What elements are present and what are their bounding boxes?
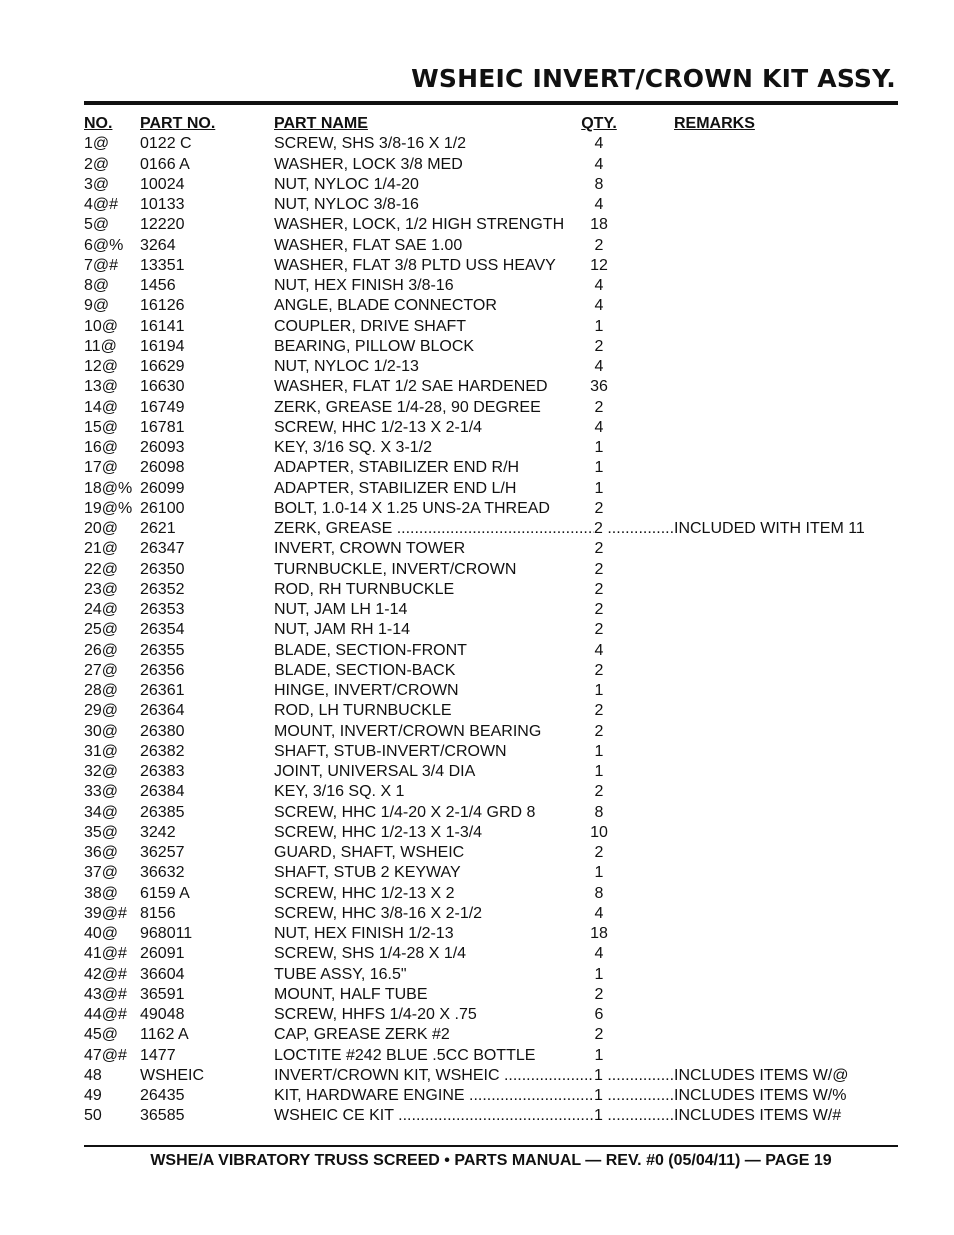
table-row <box>84 499 884 519</box>
table-row <box>84 1086 884 1106</box>
table-row <box>84 155 884 175</box>
cell-qty: 4 <box>594 358 604 375</box>
cell-part-name: TURNBUCKLE, INVERT/CROWN <box>274 560 517 578</box>
table-row <box>84 519 884 539</box>
cell-part-name: MOUNT, INVERT/CROWN BEARING <box>274 722 542 740</box>
cell-qty: 4 <box>594 135 604 153</box>
cell-part-no: 16749 <box>140 398 185 416</box>
header-qty: QTY. <box>581 115 617 132</box>
cell-qty: 2 <box>594 702 604 720</box>
table-row <box>84 560 884 580</box>
cell-part-no: 26354 <box>140 621 185 639</box>
cell-part-name: SCREW, HHC 1/2-13 X 2-1/4 <box>274 418 483 436</box>
cell-no: 23@ <box>84 580 119 598</box>
parts-table <box>84 114 884 1127</box>
cell-no: 48 <box>84 1066 102 1084</box>
cell-qty: 1 <box>594 459 604 477</box>
table-row <box>84 458 884 478</box>
table-row <box>84 661 884 681</box>
cell-part-no: WSHEIC <box>140 1066 204 1084</box>
cell-part-name: BLADE, SECTION-FRONT <box>274 641 467 659</box>
table-row <box>84 863 884 883</box>
cell-part-no: 26099 <box>140 479 185 497</box>
cell-qty: 4 <box>594 641 604 659</box>
cell-part-no: 26091 <box>140 945 185 963</box>
cell-part-no: 16629 <box>140 358 185 375</box>
cell-no: 32@ <box>84 763 119 780</box>
cell-part-no: 6159 A <box>140 884 190 902</box>
cell-part-name: CAP, GREASE ZERK #2 <box>274 1026 450 1044</box>
cell-part-no: 36585 <box>140 1107 185 1125</box>
cell-qty: 2 <box>594 985 604 1003</box>
cell-no: 40@ <box>84 925 119 942</box>
cell-part-no: 26347 <box>140 540 185 558</box>
cell-qty: 2 <box>594 783 604 801</box>
cell-remarks: INCLUDES ITEMS W/% <box>674 1087 847 1104</box>
cell-part-no: 26352 <box>140 580 185 598</box>
table-row <box>84 965 884 985</box>
cell-no: 33@ <box>84 783 119 801</box>
cell-no: 9@ <box>84 297 110 315</box>
cell-qty: 1 <box>594 742 604 760</box>
table-row <box>84 782 884 802</box>
table-row <box>84 1005 884 1025</box>
cell-qty: 8 <box>594 803 604 821</box>
cell-no: 21@ <box>84 540 119 558</box>
cell-part-name: SCREW, HHC 1/2-13 X 2 <box>274 884 455 902</box>
cell-qty: 1 <box>594 864 604 882</box>
cell-part-no: 10024 <box>140 175 185 193</box>
cell-part-name: LOCTITE #242 BLUE .5CC BOTTLE <box>274 1046 536 1064</box>
cell-no: 39@# <box>84 904 127 922</box>
cell-part-no: 13351 <box>140 256 185 274</box>
cell-part-no: 36257 <box>140 844 185 861</box>
cell-part-no: 8156 <box>140 904 176 922</box>
cell-no: 11@ <box>84 337 117 355</box>
table-row <box>84 438 884 458</box>
title-rule <box>84 101 898 105</box>
cell-no: 38@ <box>84 884 119 902</box>
cell-qty: 2 <box>594 1026 604 1044</box>
cell-qty: 2 <box>594 236 604 254</box>
cell-remarks: INCLUDES ITEMS W/# <box>674 1107 842 1125</box>
cell-part-no: 1162 A <box>140 1026 189 1044</box>
cell-part-no: 2621 <box>140 520 176 537</box>
cell-part-no: 49048 <box>140 1006 185 1023</box>
cell-part-name: WASHER, FLAT 3/8 PLTD USS HEAVY <box>274 256 556 274</box>
cell-part-name: MOUNT, HALF TUBE <box>274 985 428 1003</box>
cell-qty: 4 <box>594 904 604 922</box>
cell-part-name: ZERK, GREASE 1/4-28, 90 DEGREE <box>274 398 541 416</box>
cell-part-name: JOINT, UNIVERSAL 3/4 DIA <box>274 763 476 780</box>
cell-no: 3@ <box>84 175 110 193</box>
table-row <box>84 944 884 964</box>
cell-no: 16@ <box>84 439 119 456</box>
cell-qty: 1 <box>594 439 604 456</box>
cell-no: 4@# <box>84 196 119 213</box>
cell-part-no: 36632 <box>140 864 185 882</box>
cell-part-no: 3242 <box>140 823 176 841</box>
table-row <box>84 924 884 944</box>
table-row <box>84 418 884 438</box>
cell-part-name: KEY, 3/16 SQ. X 3-1/2 <box>274 439 433 456</box>
cell-qty: 2 <box>594 601 604 618</box>
table-body <box>84 134 884 1126</box>
cell-qty: 12 <box>590 256 608 274</box>
cell-qty: 1 <box>594 965 604 983</box>
cell-no: 13@ <box>84 378 119 396</box>
cell-part-name: SHAFT, STUB-INVERT/CROWN <box>274 742 507 760</box>
cell-part-name: COUPLER, DRIVE SHAFT <box>274 317 467 335</box>
cell-qty: 1 <box>594 317 604 335</box>
footer-rule <box>84 1145 898 1147</box>
table-row <box>84 722 884 742</box>
table-row <box>84 843 884 863</box>
table-row <box>84 701 884 721</box>
cell-qty: 4 <box>594 155 604 173</box>
cell-no: 1@ <box>84 135 110 153</box>
cell-qty: 4 <box>594 418 604 436</box>
cell-no: 14@ <box>84 398 119 416</box>
cell-part-no: 26100 <box>140 499 185 517</box>
cell-no: 20@ <box>84 520 119 537</box>
table-row <box>84 742 884 762</box>
cell-qty: 1 <box>594 1046 604 1064</box>
cell-no: 34@ <box>84 803 119 821</box>
cell-part-name: SCREW, HHC 1/4-20 X 2-1/4 GRD 8 <box>274 803 536 821</box>
header-part-name: PART NAME <box>274 115 368 132</box>
table-row <box>84 215 884 235</box>
cell-part-name: HINGE, INVERT/CROWN <box>274 682 459 699</box>
cell-part-no: 3264 <box>140 236 176 254</box>
table-row <box>84 823 884 843</box>
cell-part-no: 12220 <box>140 216 185 234</box>
cell-part-name: SCREW, HHFS 1/4-20 X .75 <box>274 1006 477 1023</box>
table-row <box>84 803 884 823</box>
cell-part-name: BLADE, SECTION-BACK <box>274 661 456 679</box>
cell-part-name: ROD, RH TURNBUCKLE <box>274 580 455 598</box>
cell-no: 22@ <box>84 560 119 578</box>
cell-part-name: NUT, JAM LH 1-14 <box>274 601 408 618</box>
cell-part-no: 26098 <box>140 459 185 477</box>
cell-qty: 8 <box>594 884 604 902</box>
cell-part-no: 26383 <box>140 763 185 780</box>
cell-qty: 1 <box>594 479 604 497</box>
cell-part-name: KIT, HARDWARE ENGINE ..... <box>274 1086 594 1106</box>
table-row <box>84 904 884 924</box>
table-row <box>84 1025 884 1045</box>
table-row <box>84 337 884 357</box>
header-part-no: PART NO. <box>140 115 216 132</box>
cell-part-no: 26382 <box>140 742 185 760</box>
cell-no: 8@ <box>84 277 110 294</box>
cell-part-name: INVERT, CROWN TOWER <box>274 540 466 558</box>
cell-part-no: 26093 <box>140 439 185 456</box>
cell-part-name: GUARD, SHAFT, WSHEIC <box>274 844 465 861</box>
cell-no: 28@ <box>84 682 119 699</box>
cell-no: 2@ <box>84 155 110 173</box>
table-row <box>84 479 884 499</box>
cell-qty: 10 <box>590 823 608 841</box>
table-row <box>84 1046 884 1066</box>
cell-qty: 6 <box>594 1006 604 1023</box>
cell-no: 26@ <box>84 641 119 659</box>
cell-qty: 1 ..... <box>594 1066 676 1086</box>
table-header <box>84 114 884 134</box>
cell-qty: 2 <box>594 621 604 639</box>
cell-no: 49 <box>84 1087 102 1104</box>
cell-qty: 2 <box>594 398 604 416</box>
cell-qty: 2 <box>594 560 604 578</box>
cell-part-name: ANGLE, BLADE CONNECTOR <box>274 297 497 315</box>
cell-part-name: NUT, NYLOC 1/2-13 <box>274 358 419 375</box>
cell-no: 45@ <box>84 1026 119 1044</box>
cell-no: 12@ <box>84 358 119 375</box>
page-footer: WSHE/A VIBRATORY TRUSS SCREED • PARTS MANUAL — REV. #0 (05/04/11) — PAGE 19 <box>150 1152 832 1169</box>
table-row <box>84 1066 884 1086</box>
cell-part-name: BEARING, PILLOW BLOCK <box>274 337 475 355</box>
table-row <box>84 317 884 337</box>
cell-no: 35@ <box>84 823 119 841</box>
cell-part-no: 0166 A <box>140 155 190 173</box>
cell-part-no: 16781 <box>140 418 185 436</box>
cell-remarks: INCLUDES ITEMS W/@ <box>674 1066 849 1084</box>
cell-part-name: WSHEIC CE KIT ..... <box>274 1106 594 1126</box>
cell-qty: 4 <box>594 196 604 213</box>
cell-qty: 2 <box>594 540 604 558</box>
table-row <box>84 539 884 559</box>
cell-part-name: NUT, JAM RH 1-14 <box>274 621 411 639</box>
cell-part-no: 16194 <box>140 337 185 355</box>
cell-no: 43@# <box>84 985 127 1003</box>
table-row <box>84 398 884 418</box>
table-row <box>84 641 884 661</box>
cell-part-name: ADAPTER, STABILIZER END L/H <box>274 479 517 497</box>
cell-no: 10@ <box>84 317 119 335</box>
table-row <box>84 762 884 782</box>
cell-no: 41@# <box>84 945 127 963</box>
cell-qty: 18 <box>590 216 608 234</box>
cell-qty: 2 <box>594 844 604 861</box>
table-row <box>84 620 884 640</box>
cell-part-no: 26364 <box>140 702 185 720</box>
table-row <box>84 357 884 377</box>
cell-no: 27@ <box>84 661 119 679</box>
cell-part-no: 26356 <box>140 661 185 679</box>
cell-part-no: 16126 <box>140 297 185 315</box>
header-no: NO. <box>84 115 113 132</box>
cell-qty: 2 <box>594 722 604 740</box>
cell-no: 47@# <box>84 1046 127 1064</box>
cell-no: 25@ <box>84 621 119 639</box>
cell-part-name: WASHER, LOCK, 1/2 HIGH STRENGTH <box>274 216 565 234</box>
cell-no: 31@ <box>84 742 119 760</box>
cell-part-name: ZERK, GREASE ..... <box>274 519 594 539</box>
cell-qty: 8 <box>594 175 604 193</box>
table-row <box>84 195 884 215</box>
table-row <box>84 134 884 154</box>
cell-part-no: 26380 <box>140 722 185 740</box>
cell-part-no: 26350 <box>140 560 185 578</box>
cell-part-name: INVERT/CROWN KIT, WSHEIC ..... <box>274 1066 594 1086</box>
table-row <box>84 256 884 276</box>
table-row <box>84 681 884 701</box>
cell-part-no: 10133 <box>140 196 185 213</box>
cell-no: 17@ <box>84 459 119 477</box>
cell-part-no: 968011 <box>140 925 193 942</box>
cell-no: 30@ <box>84 722 119 740</box>
cell-qty: 1 ..... <box>594 1106 676 1126</box>
cell-part-name: SCREW, HHC 1/2-13 X 1-3/4 <box>274 823 483 841</box>
cell-qty: 1 <box>594 682 604 699</box>
cell-part-name: WASHER, FLAT 1/2 SAE HARDENED <box>274 378 548 396</box>
cell-remarks: INCLUDED WITH ITEM 11 <box>674 520 865 537</box>
cell-part-no: 16141 <box>140 317 185 335</box>
cell-part-no: 26353 <box>140 601 185 618</box>
cell-qty: 18 <box>590 925 608 942</box>
cell-part-name: SCREW, SHS 1/4-28 X 1/4 <box>274 945 467 963</box>
page-title: WSHEIC INVERT/CROWN KIT ASSY. <box>411 64 896 93</box>
cell-no: 36@ <box>84 844 119 861</box>
cell-part-name: NUT, HEX FINISH 3/8-16 <box>274 277 454 294</box>
table-row <box>84 985 884 1005</box>
cell-no: 15@ <box>84 418 119 436</box>
cell-part-name: BOLT, 1.0-14 X 1.25 UNS-2A THREAD <box>274 499 550 517</box>
cell-part-name: SHAFT, STUB 2 KEYWAY <box>274 864 461 882</box>
table-row <box>84 296 884 316</box>
table-row <box>84 276 884 296</box>
table-row <box>84 884 884 904</box>
cell-part-no: 36604 <box>140 965 185 983</box>
cell-no: 5@ <box>84 216 110 234</box>
cell-part-no: 16630 <box>140 378 185 396</box>
cell-part-name: NUT, HEX FINISH 1/2-13 <box>274 925 454 942</box>
table-row <box>84 236 884 256</box>
cell-no: 18@% <box>84 479 133 497</box>
table-row <box>84 580 884 600</box>
cell-part-name: SCREW, HHC 3/8-16 X 2-1/2 <box>274 904 483 922</box>
cell-part-no: 0122 C <box>140 135 192 153</box>
table-row <box>84 175 884 195</box>
cell-part-no: 36591 <box>140 985 185 1003</box>
cell-part-name: WASHER, LOCK 3/8 MED <box>274 155 463 173</box>
cell-no: 29@ <box>84 702 119 720</box>
cell-no: 6@% <box>84 236 124 254</box>
table-row <box>84 600 884 620</box>
cell-part-name: NUT, NYLOC 3/8-16 <box>274 196 419 213</box>
cell-no: 50 <box>84 1107 102 1125</box>
cell-qty: 2 <box>594 337 604 355</box>
cell-qty: 1 <box>594 763 604 780</box>
cell-qty: 4 <box>594 945 604 963</box>
cell-no: 19@% <box>84 499 133 517</box>
cell-part-name: WASHER, FLAT SAE 1.00 <box>274 236 463 254</box>
cell-part-no: 1477 <box>140 1046 176 1064</box>
cell-part-name: TUBE ASSY, 16.5" <box>274 965 407 983</box>
cell-qty: 2 <box>594 499 604 517</box>
cell-no: 37@ <box>84 864 119 882</box>
cell-part-name: SCREW, SHS 3/8-16 X 1/2 <box>274 135 467 153</box>
cell-part-no: 26435 <box>140 1087 185 1104</box>
cell-part-no: 1456 <box>140 277 176 294</box>
table-row <box>84 377 884 397</box>
cell-no: 44@# <box>84 1006 127 1023</box>
cell-no: 24@ <box>84 601 119 618</box>
cell-part-no: 26361 <box>140 682 185 699</box>
cell-part-name: NUT, NYLOC 1/4-20 <box>274 175 419 193</box>
table-row <box>84 1106 884 1126</box>
cell-part-name: KEY, 3/16 SQ. X 1 <box>274 783 405 801</box>
cell-no: 7@# <box>84 256 119 274</box>
cell-part-name: ROD, LH TURNBUCKLE <box>274 702 452 720</box>
cell-qty: 2 <box>594 580 604 598</box>
cell-qty: 2 <box>594 661 604 679</box>
cell-qty: 4 <box>594 297 604 315</box>
header-remarks: REMARKS <box>674 115 755 132</box>
cell-no: 42@# <box>84 965 127 983</box>
cell-qty: 36 <box>590 378 608 396</box>
cell-part-name: ADAPTER, STABILIZER END R/H <box>274 459 520 477</box>
cell-part-no: 26385 <box>140 803 185 821</box>
cell-qty: 4 <box>594 277 604 294</box>
cell-part-no: 26355 <box>140 641 185 659</box>
cell-qty: 2 ..... <box>594 519 676 539</box>
cell-part-no: 26384 <box>140 783 185 801</box>
cell-qty: 1 ..... <box>594 1086 676 1106</box>
